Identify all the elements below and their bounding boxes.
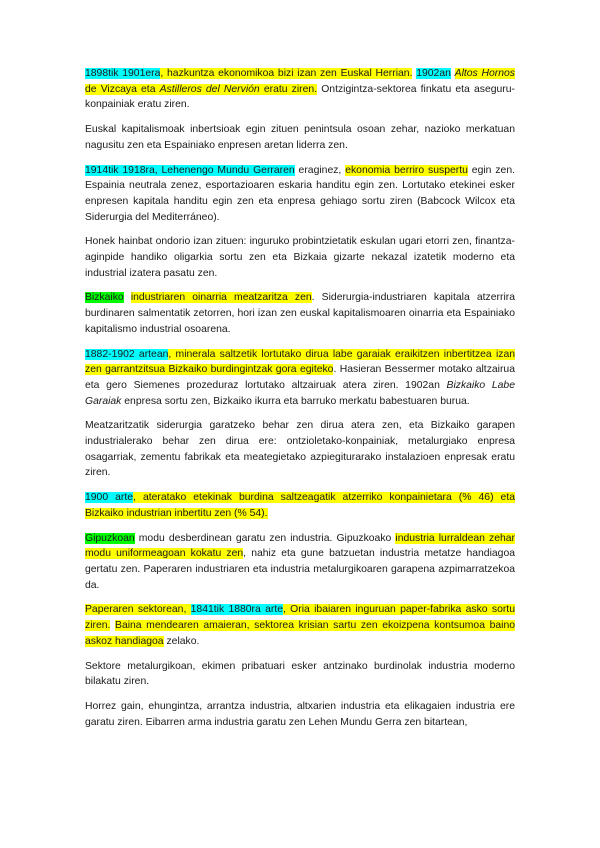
highlighted-text: , ateratako etekinak burdina saltzeagatik atzerriko konpainietara (% 46) eta Bizkaiko industrian inbertitu zen (% 54). xyxy=(85,492,515,519)
highlighted-text: 1902an xyxy=(416,68,451,79)
text-run: egin zen. Espainia neutrala zenez, esportazioaren eskaria handitu egin zen. Lortutako etekinei esker enpresen kapitala handitu egin zen eta enpresa gehiago sortu ziren (Babcock Wilcox eta Siderurgia del Mediterráneo). xyxy=(85,164,515,223)
highlighted-text: industria lurraldean zehar modu uniformeagoan kokatu zen xyxy=(85,532,516,560)
paragraph xyxy=(85,234,515,281)
paragraph xyxy=(85,490,515,521)
paragraph xyxy=(85,122,515,153)
highlighted-text: industriaren oinarria meatzaritza zen xyxy=(130,292,312,304)
highlighted-text: 1841tik 1880ra arte xyxy=(190,604,283,616)
paragraph xyxy=(85,163,515,226)
text-run: . Hasieran Bessermer motako altzairua eta gero Siemenes prozeduraz lortutako altzairuak atera ziren. 1902an xyxy=(85,364,515,391)
highlighted-text: 1914tik 1918ra, Lehenengo Mundu Gerraren xyxy=(85,164,295,176)
highlighted-text: Gipuzkoan xyxy=(85,532,135,544)
text-run: Sektore metalurgikoan, ekimen pribatuari esker antzinako burdinolak industria moderno bilakatu ziren. xyxy=(85,660,515,688)
paragraph xyxy=(85,699,515,730)
highlighted-text: , hazkuntza ekonomikoa bizi izan zen Euskal Herrian. xyxy=(160,68,413,79)
text-run: Honek hainbat ondorio izan zituen: inguruko probintzietatik eskulan ugari etorri zen, finantza-aginpide handiko oligarkia sortu zen eta Bizkaia gizarte nekazal izatetik moderno eta industrial izatera pasatu zen. xyxy=(85,236,515,279)
highlighted-text: 1898tik 1901era xyxy=(85,68,161,79)
paragraph xyxy=(85,659,515,690)
text-run xyxy=(124,292,131,303)
text-run: Ontzigintza-sektorea finkatu eta aseguru-konpainiak eratu ziren. xyxy=(85,83,515,111)
highlighted-text: 1882-1902 artean xyxy=(85,348,169,360)
highlighted-text: Paperaren sektorean, xyxy=(85,604,191,616)
text-run: Bizkaiko Labe Garaiak xyxy=(85,379,515,407)
highlighted-text: eratu ziren. xyxy=(259,83,318,95)
highlighted-text: , Oria ibaiaren inguruan paper-fabrika asko sortu ziren. xyxy=(85,604,515,632)
highlighted-text: 1900 arte xyxy=(85,492,134,504)
document-body xyxy=(85,66,515,739)
highlighted-text: ekonomia berriro suspertu xyxy=(345,164,468,176)
paragraph xyxy=(85,602,515,649)
text-run: modu desberdinean garatu zen industria. Gipuzkoako xyxy=(134,532,396,544)
text-run: . Siderurgia-industriaren kapitala atzerrira burdinaren salmentatik zetorren, hori izan zen euskal kapitalismoaren oinarria eta Espainiako kapitalismo industrial osoarena. xyxy=(85,292,515,335)
paragraph xyxy=(85,531,515,594)
text-run: Horrez gain, ehungintza, arrantza industria, altxarien industria eta elikagaien industria ere garatu ziren. Eibarren arma industria garatu zen Lehen Mundu Gerra zen bitartean, xyxy=(85,700,515,728)
paragraph xyxy=(85,66,515,113)
text-run: zelako. xyxy=(163,635,200,647)
highlighted-text: Baina mendearen amaieran, sektorea krisian sartu zen ekoizpena kontsumoa baino askoz handiagoa xyxy=(85,620,515,647)
paragraph xyxy=(85,290,515,337)
text-run: , nahiz eta gune batzuetan industria metatze handiagoa gertatu zen. Paperaren industriaren eta industria metalurgikoaren garapena azpimarratzekoa da. xyxy=(85,548,515,591)
highlighted-text: de Vizcaya eta xyxy=(85,83,160,95)
highlighted-text: Bizkaiko xyxy=(85,292,124,304)
text-run: enpresa sortu zen, Bizkaiko ikurra eta barruko merkatu babestuaren burua. xyxy=(121,395,470,407)
text-run: Euskal kapitalismoak inbertsioak egin zituen penintsula osoan zehar, nazioko merkatuan nagusitu zen eta Espainiako enpresen aretan liderra zen. xyxy=(85,124,515,151)
highlighted-text: Altos Hornos xyxy=(454,68,515,79)
highlighted-text: Astilleros del Nervión xyxy=(159,83,260,95)
paragraph xyxy=(85,418,515,481)
text-run: Meatzaritzatik siderurgia garatzeko behar zen dirua atera zen, eta Bizkaiko garapen industrialerako behar zen dirua ere: ontzioletako-konpainiak, metalurgiako enpresa osagarriak, zementu fabrikak eta meategietako azpiegiturarako instalazioen enpresak eratu ziren. xyxy=(85,420,515,479)
text-run: eraginez, xyxy=(294,164,346,176)
highlighted-text: , minerala saltzetik lortutako dirua labe garaiak eraikitzen inbertitzea izan zen garrantzitsua Bizkaiko burdingintzak gora egiteko xyxy=(85,348,516,376)
paragraph xyxy=(85,347,515,410)
